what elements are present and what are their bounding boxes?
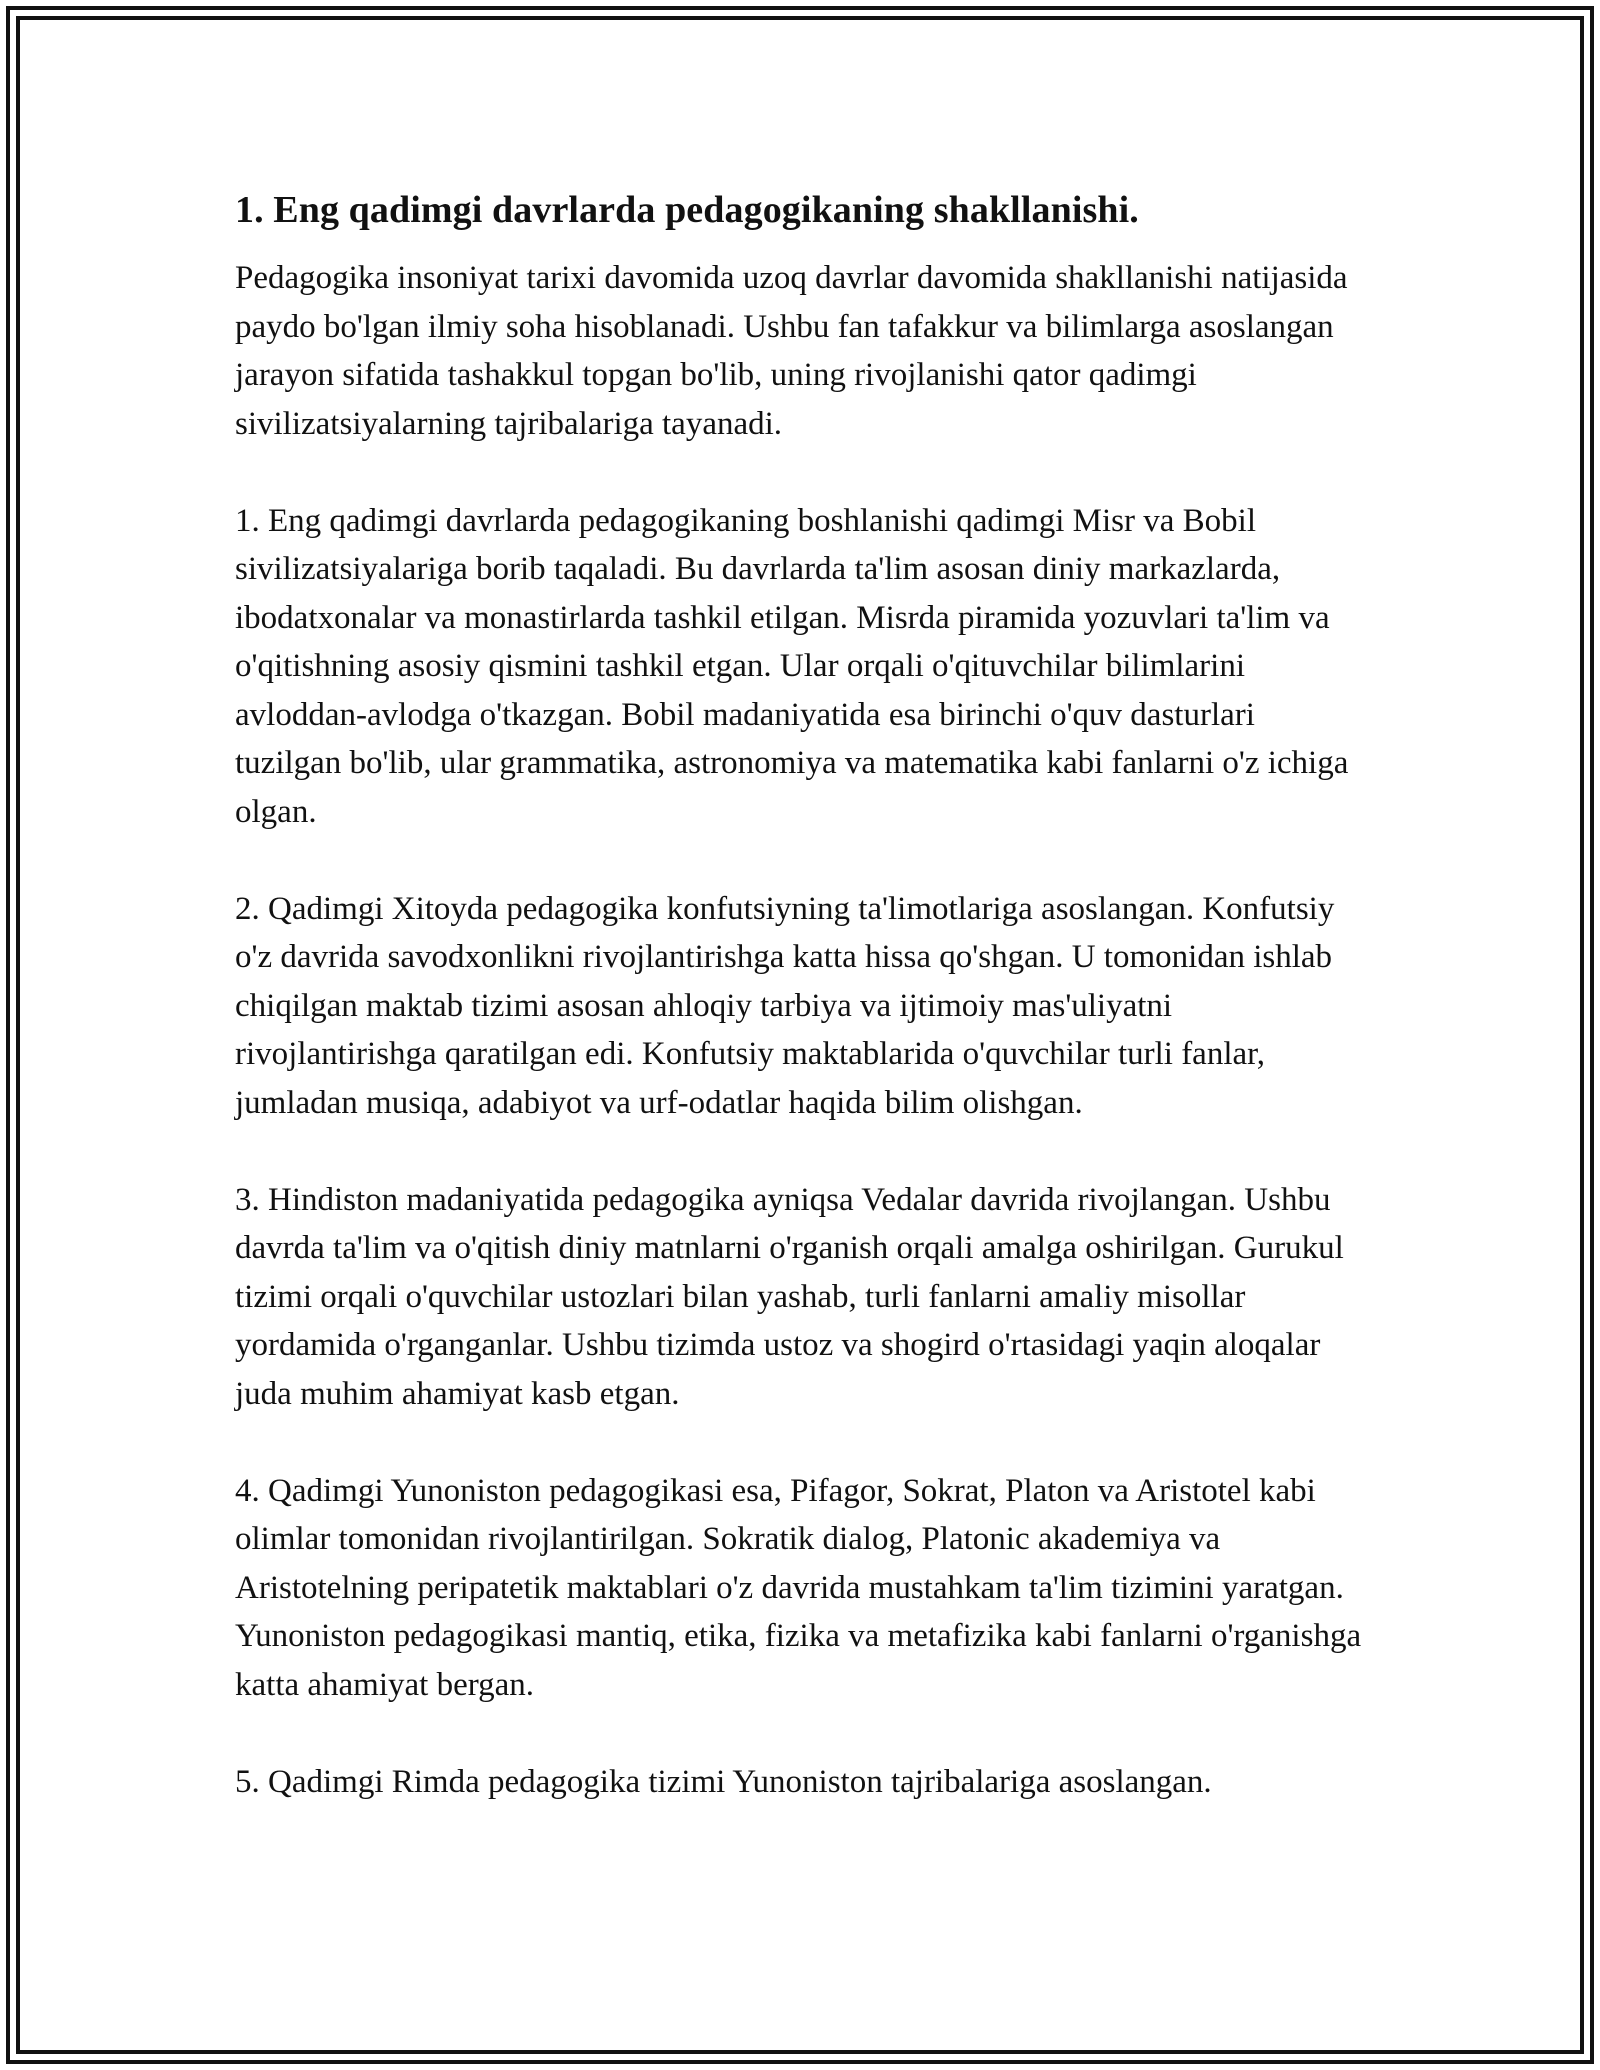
- paragraph-5: 5. Qadimgi Rimda pedagogika tizimi Yunoniston tajribalariga asoslangan.: [235, 1763, 1212, 1800]
- paragraph-3: 3. Hindiston madaniyatida pedagogika ayniqsa Vedalar davrida rivojlangan. Ushbu davrda ta'lim va o'qitish diniy matnlarni o'rganish orqali amalga oshirilgan. Gurukul tizimi orqali o'quvchilar ustozlari bilan yashab, turli fanlarni amaliy misollar yordamida o'rganganlar. Ushbu tizimda ustoz va shogird o'rtasidagi yaqin aloqalar juda muhim ahamiyat kasb etgan.: [235, 1181, 1344, 1412]
- paragraph-2: 2. Qadimgi Xitoyda pedagogika konfutsiyning ta'limotlariga asoslangan. Konfutsiy o'z davrida savodxonlikni rivojlantirishga katta hissa qo'shgan. U tomonidan ishlab chiqilgan maktab tizimi asosan ahloqiy tarbiya va ijtimoiy mas'uliyatni rivojlantirishga qaratilgan edi. Konfutsiy maktablarida o'quvchilar turli fanlar, jumladan musiqa, adabiyot va urf-odatlar haqida bilim olishgan.: [235, 890, 1335, 1121]
- document-body: [235, 186, 1365, 1855]
- paragraph-4: 4. Qadimgi Yunoniston pedagogikasi esa, Pifagor, Sokrat, Platon va Aristotel kabi olimlar tomonidan rivojlantirilgan. Sokratik dialog, Platonic akademiya va Aristotelning peripatetik maktablari o'z davrida mustahkam ta'lim tizimini yaratgan. Yunoniston pedagogikasi mantiq, etika, fizika va metafizika kabi fanlarni o'rganishga katta ahamiyat bergan.: [235, 1472, 1362, 1703]
- paragraph-intro: Pedagogika insoniyat tarixi davomida uzoq davrlar davomida shakllanishi natijasida paydo bo'lgan ilmiy soha hisoblanadi. Ushbu fan tafakkur va bilimlarga asoslangan jarayon sifatida tashakkul topgan bo'lib, uning rivojlanishi qator qadimgi sivilizatsiyalarning tajribalariga tayanadi.: [235, 260, 1348, 442]
- document-title: 1. Eng qadimgi davrlarda pedagogikaning shakllanishi.: [235, 189, 1139, 231]
- paragraph-1: 1. Eng qadimgi davrlarda pedagogikaning boshlanishi qadimgi Misr va Bobil sivilizatsiyalariga borib taqaladi. Bu davrlarda ta'lim asosan diniy markazlarda, ibodatxonalar va monastirlarda tashkil etilgan. Misrda piramida yozuvlari ta'lim va o'qitishning asosiy qismini tashkil etgan. Ular orqali o'qituvchilar bilimlarini avloddan-avlodga o'tkazgan. Bobil madaniyatida esa birinchi o'quv dasturlari tuzilgan bo'lib, ular grammatika, astronomiya va matematika kabi fanlarni o'z ichiga olgan.: [235, 502, 1349, 830]
